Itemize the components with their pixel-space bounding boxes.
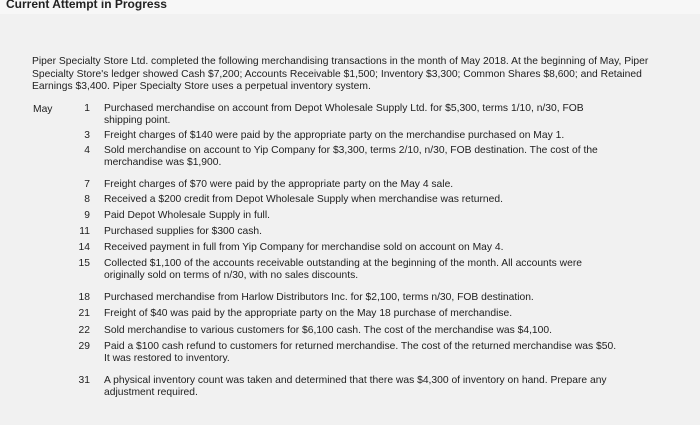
transaction-day: 22 — [78, 325, 90, 336]
transaction-day: 8 — [84, 194, 90, 205]
transaction-text: Received a $200 credit from Depot Wholesale Supply when merchandise was returned. — [104, 194, 503, 205]
transaction-text: Paid a $100 cash refund to customers for returned merchandise. The cost of the returned merchandise was $50. It was restored to inventory. — [104, 341, 617, 364]
transaction-text: Purchased merchandise on account from Depot Wholesale Supply Ltd. for $5,300, terms 1/10, n/30, FOB shipping point. — [104, 103, 584, 126]
month-label: May — [33, 104, 53, 115]
transaction-day: 18 — [78, 292, 90, 303]
transaction-text: Freight of $40 was paid by the appropriate party on the May 18 purchase of merchandise. — [104, 308, 513, 319]
transaction-day: 9 — [84, 210, 90, 221]
transaction-text: Freight charges of $70 were paid by the appropriate party on the May 4 sale. — [104, 179, 454, 190]
transaction-day: 4 — [84, 145, 90, 156]
transaction-text: Paid Depot Wholesale Supply in full. — [104, 210, 270, 221]
transaction-day: 14 — [78, 242, 90, 253]
transaction-day: 3 — [84, 130, 90, 141]
transaction-text: Sold merchandise to various customers for $6,100 cash. The cost of the merchandise was $4,100. — [104, 325, 552, 336]
transaction-day: 11 — [79, 226, 90, 237]
transaction-day: 31 — [78, 375, 90, 386]
transaction-text: Purchased merchandise from Harlow Distributors Inc. for $2,100, terms n/30, FOB destination. — [104, 292, 534, 303]
transaction-day: 21 — [78, 308, 90, 319]
transaction-text: A physical inventory count was taken and determined that there was $4,300 of inventory on hand. Prepare any adjustment required. — [104, 375, 607, 398]
problem-intro: Piper Specialty Store Ltd. completed the following merchandising transactions in the month of May 2018. At the beginning of May, Piper Specialty Store's ledger showed Cash $7,200; Accounts Receivable $1,500; Inventory $3,300; Common Shares $8,600; and Retained Earnings $3,400. Piper Specialty Store uses a perpetual inventory system. — [32, 56, 649, 92]
attempt-title: Current Attempt in Progress — [6, 0, 167, 11]
transaction-text: Sold merchandise on account to Yip Company for $3,300, terms 2/10, n/30, FOB destination. The cost of the merchandise was $1,900. — [104, 145, 598, 168]
transaction-text: Purchased supplies for $300 cash. — [104, 226, 262, 237]
transaction-text: Freight charges of $140 were paid by the appropriate party on the merchandise purchased on May 1. — [104, 130, 565, 141]
transaction-text: Collected $1,100 of the accounts receivable outstanding at the beginning of the month. All accounts were originally sold on terms of n/30, with no sales discounts. — [104, 258, 582, 281]
transaction-day: 29 — [78, 341, 90, 352]
transaction-day: 15 — [78, 258, 90, 269]
attempt-header — [0, 0, 700, 14]
transaction-text: Received payment in full from Yip Company for merchandise sold on account on May 4. — [104, 242, 504, 253]
transaction-day: 7 — [84, 179, 90, 190]
transaction-day: 1 — [84, 103, 90, 114]
